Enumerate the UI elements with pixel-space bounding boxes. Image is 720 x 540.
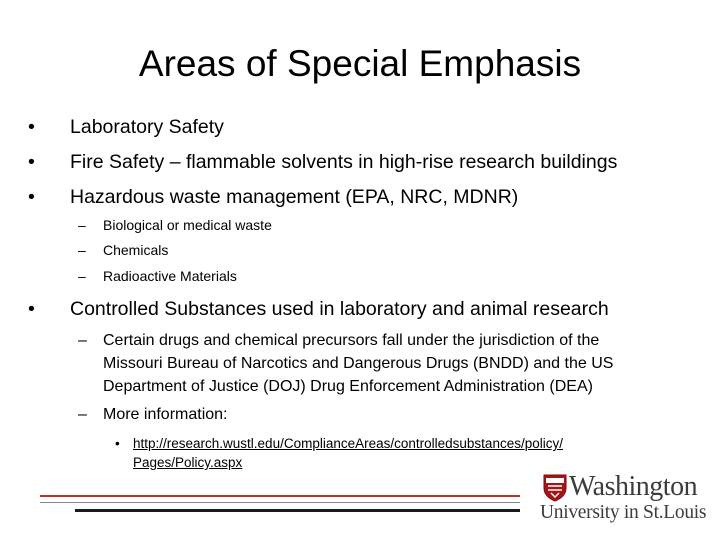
sub-item-chemicals (78, 240, 168, 260)
university-shield-icon (543, 474, 567, 502)
more-info-label: More information: (103, 406, 228, 423)
bullet-marker: • (28, 298, 35, 320)
logo-name-line1: Washington (569, 471, 698, 502)
bullet-text: Fire Safety – flammable solvents in high-rise research buildings (70, 151, 618, 173)
sub-item-text: Biological or medical waste (103, 217, 272, 233)
bullet-marker: • (115, 436, 120, 451)
policy-link[interactable]: http://research.wustl.edu/ComplianceAreas/controlledsubstances/policy/ (133, 436, 563, 451)
sub-item-biological-waste (78, 215, 272, 235)
footer-rule-dark (75, 509, 520, 512)
bullet-fire-safety (28, 149, 617, 175)
detail-line: Department of Justice (DOJ) Drug Enforcement Administration (DEA) (103, 378, 593, 395)
detail-line: Missouri Bureau of Narcotics and Dangerous Drugs (BNDD) and the US (103, 355, 614, 372)
controlled-detail (78, 329, 599, 352)
sub-item-text: Radioactive Materials (103, 268, 237, 284)
sub-item-text: Chemicals (103, 242, 169, 258)
sub-item-radioactive (78, 266, 237, 286)
bullet-text: Controlled Substances used in laboratory and animal research (70, 298, 609, 320)
policy-link-item (115, 434, 563, 453)
bullet-text: Hazardous waste management (EPA, NRC, MDNR) (70, 186, 519, 208)
dash-marker: – (78, 406, 87, 423)
dash-marker: – (78, 217, 86, 233)
bullet-controlled-substances (28, 296, 609, 322)
bullet-marker: • (28, 186, 35, 208)
logo-name-line2: University in St.Louis (540, 502, 707, 523)
bullet-marker: • (28, 116, 35, 138)
bullet-laboratory-safety (28, 114, 224, 140)
policy-link-continued[interactable] (133, 453, 242, 472)
detail-line: Certain drugs and chemical precursors fall under the jurisdiction of the (103, 332, 600, 349)
dash-marker: – (78, 332, 87, 349)
bullet-marker: • (28, 151, 35, 173)
washington-university-logo (540, 470, 710, 528)
bullet-hazardous-waste (28, 184, 518, 210)
footer-rule-thin (40, 502, 520, 503)
dash-marker: – (78, 242, 86, 258)
more-information (78, 403, 228, 426)
policy-link-line-2[interactable]: Pages/Policy.aspx (133, 455, 243, 470)
dash-marker: – (78, 268, 86, 284)
slide-title: Areas of Special Emphasis (138, 43, 582, 84)
footer-rule-red (40, 495, 520, 497)
bullet-text: Laboratory Safety (70, 116, 224, 138)
